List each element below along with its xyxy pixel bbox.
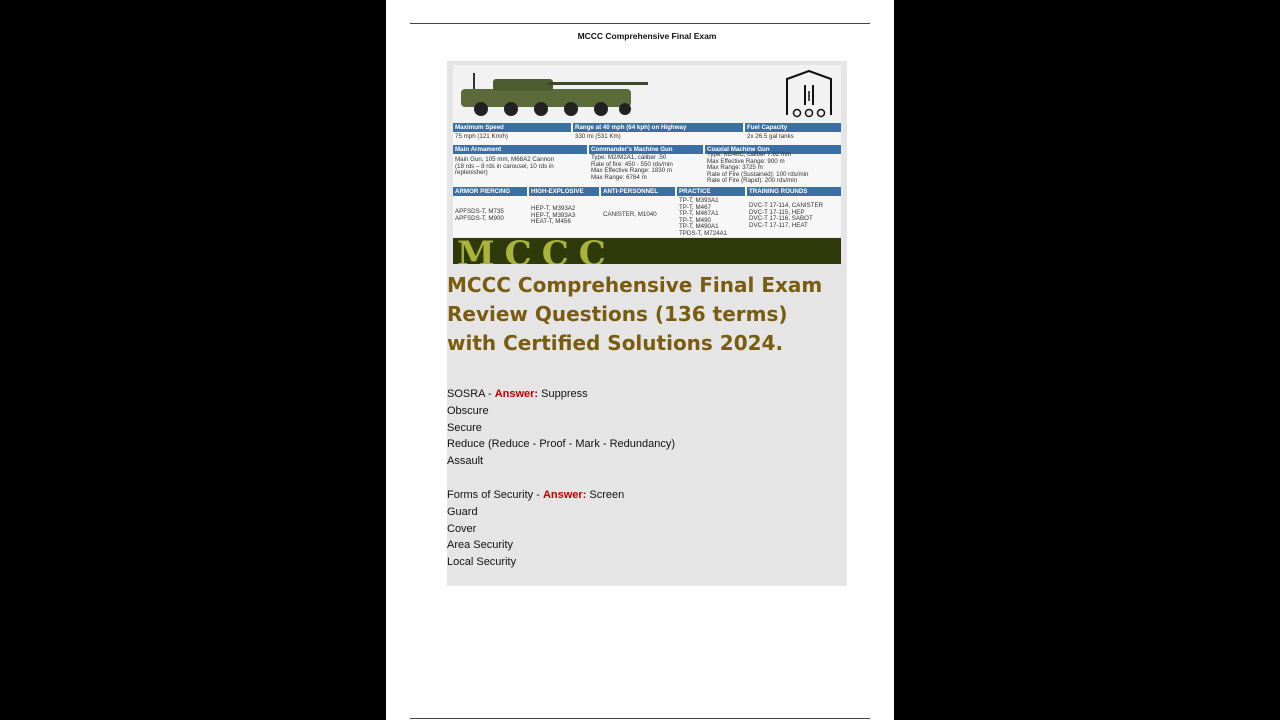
stryker-vehicle-image bbox=[453, 65, 653, 123]
spec-value-high-explosive: HEP-T, M393A2 HEP-T, M393A3 HEAT-T, M456 bbox=[531, 205, 576, 225]
footer-rule bbox=[410, 718, 870, 719]
document-title: MCCC Comprehensive Final Exam Review Questions (136 terms) with Certified Solutions 2024. bbox=[447, 273, 823, 355]
spec-header-high-explosive: HIGH-EXPLOSIVE bbox=[529, 187, 599, 196]
unit-logo-icon bbox=[783, 69, 835, 119]
spec-header-commander-mg: Commander's Machine Gun bbox=[589, 145, 703, 154]
spec-header-max-speed: Maximum Speed bbox=[453, 123, 571, 132]
answer-first: Screen bbox=[586, 489, 625, 501]
spec-header-main-armament: Main Armament bbox=[453, 145, 587, 154]
answer-line: Assault bbox=[447, 455, 484, 468]
content-card bbox=[447, 61, 847, 586]
spec-header-fuel: Fuel Capacity bbox=[745, 123, 841, 132]
spec-value-main-armament: Main Gun, 105 mm, M68A2 Cannon (18 rds – 8 rds in carousel, 10 rds in replenisher) bbox=[455, 156, 555, 176]
answer-line: Local Security bbox=[447, 556, 517, 569]
spec-header-range: Range at 40 mph (64 kph) on Highway bbox=[573, 123, 743, 132]
question-term: Forms of Security - bbox=[447, 489, 543, 501]
spec-value-armor-piercing: APFSDS-T, M735 APFSDS-T, M900 bbox=[455, 208, 504, 222]
mccc-logo-banner bbox=[453, 238, 841, 264]
spec-value-practice: TP-T, M393A1 TP-T, M467 TP-T, M467A1 TP-T, M490 TP-T, M490A1 TPDS-T, M724A1 bbox=[679, 197, 728, 237]
spec-value-fuel: 2x 26.5 gal tanks bbox=[747, 133, 794, 140]
answer-label: Answer: bbox=[494, 388, 539, 400]
spec-header-coaxial-mg: Coaxial Machine Gun bbox=[705, 145, 841, 154]
spec-header-training-rounds: TRAINING ROUNDS bbox=[747, 187, 841, 196]
spec-value-coaxial-mg: Type: M240C, caliber 7.62 mm Max Effective Range: 900 m Max Range: 3725 m Rate of Fire (Sustained): 100 rds/min Rate of Fire (Rapid): 200 rds/min bbox=[707, 151, 809, 184]
spec-header-armor-piercing: ARMOR PIERCING bbox=[453, 187, 527, 196]
spec-value-commander-mg: Type: M2/M2A1, caliber .50 Rate of fire: 450 - 550 rds/min Max Effective Range: 1830 m Max Range: 6764 m bbox=[591, 154, 673, 181]
spec-value-range: 330 mi (531 Km) bbox=[575, 133, 621, 140]
spec-header-practice: PRACTICE bbox=[677, 187, 745, 196]
question-block bbox=[447, 487, 837, 571]
spec-header-anti-personnel: ANTI-PERSONNEL bbox=[601, 187, 675, 196]
document-page bbox=[386, 0, 894, 720]
mccc-logo-text: MCCC bbox=[457, 238, 616, 264]
spec-value-anti-personnel: CANISTER, M1040 bbox=[603, 211, 657, 218]
page-header: MCCC Comprehensive Final Exam bbox=[577, 31, 717, 41]
answer-line: Obscure bbox=[447, 404, 489, 417]
answer-first: Suppress bbox=[538, 388, 588, 400]
answer-line: Reduce (Reduce - Proof - Mark - Redundancy) bbox=[447, 438, 676, 451]
question-term: SOSRA - bbox=[447, 388, 495, 400]
answer-line: Secure bbox=[447, 421, 482, 434]
answer-line: Guard bbox=[447, 505, 478, 518]
spec-table bbox=[453, 123, 841, 237]
question-block bbox=[447, 386, 837, 470]
answer-label: Answer: bbox=[542, 489, 587, 501]
question-line bbox=[447, 487, 837, 504]
spec-value-training-rounds: DVC-T 17-114, CANISTER DVC-T 17-115, HEP DVC-T 17-116, SABOT DVC-T 17-117, HEAT bbox=[749, 202, 824, 229]
answer-line: Cover bbox=[447, 522, 477, 535]
answer-line: Area Security bbox=[447, 539, 514, 552]
header-rule bbox=[410, 23, 870, 24]
spec-value-max-speed: 75 mph (121 Km/h) bbox=[455, 133, 508, 140]
vehicle-banner bbox=[453, 65, 841, 123]
question-line bbox=[447, 386, 837, 403]
